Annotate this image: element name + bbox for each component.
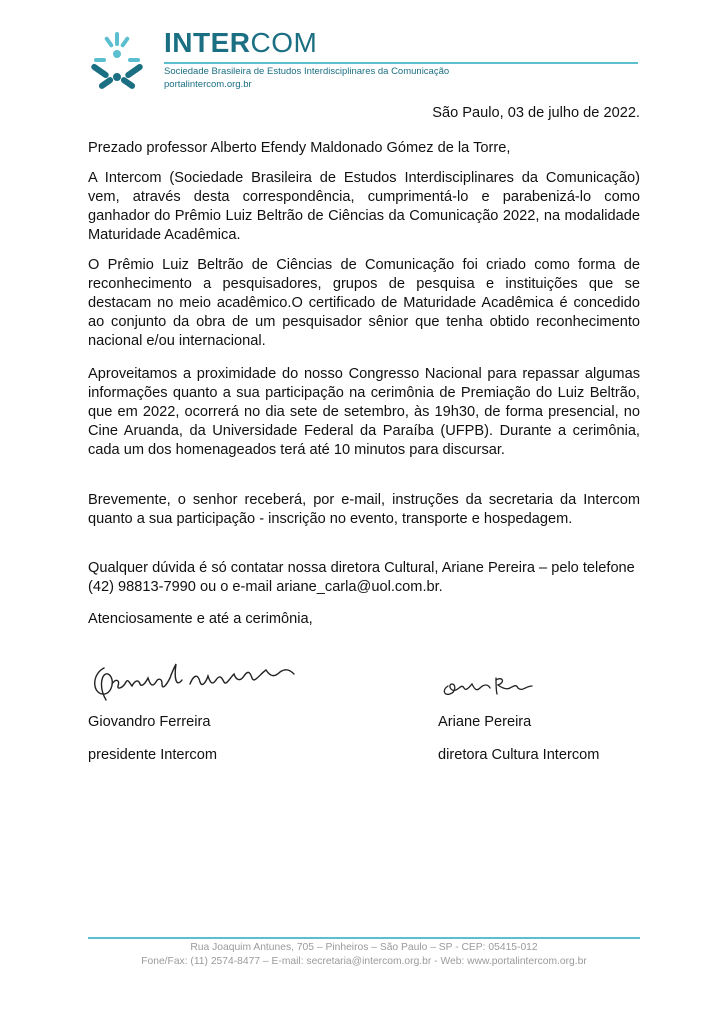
footer-divider: [88, 937, 640, 939]
signature-giovandro: [90, 648, 300, 704]
closing: Atenciosamente e até a cerimônia,: [88, 611, 313, 627]
paragraph-1: A Intercom (Sociedade Brasileira de Estudos Interdisciplinares da Comunicação) vem, através desta correspondência, cumprimentá-lo e parabenizá-lo como ganhador do Prêmio Luiz Beltrão de Ciências da Comunicação 2022, na modalidade Maturidade Acadêmica.: [88, 170, 640, 243]
signer-1-title: presidente Intercom: [88, 747, 217, 763]
paragraph-4: Brevemente, o senhor receberá, por e-mail, instruções da secretaria da Intercom quanto a sua participação - inscrição no evento, transporte e hospedagem.: [88, 492, 640, 527]
brand-name-light: COM: [250, 27, 318, 58]
salutation: Prezado professor Alberto Efendy Maldonado Gómez de la Torre,: [88, 140, 511, 156]
footer-contact: Fone/Fax: (11) 2574-8477 – E-mail: secretaria@intercom.org.br - Web: www.portalintercom.org.br: [141, 956, 587, 967]
signer-2-name: Ariane Pereira: [438, 714, 532, 730]
paragraph-5: Qualquer dúvida é só contatar nossa diretora Cultural, Ariane Pereira – pelo telefone (42) 98813-7990 ou o e-mail ariane_carla@uol.com.br.: [88, 560, 635, 595]
brand-url: portalintercom.org.br: [164, 79, 252, 90]
letter-date: São Paulo, 03 de julho de 2022.: [432, 105, 640, 121]
header-divider: [164, 62, 638, 64]
footer-address: Rua Joaquim Antunes, 705 – Pinheiros – São Paulo – SP - CEP: 05415-012: [190, 942, 538, 953]
signer-1-name: Giovandro Ferreira: [88, 714, 211, 730]
paragraph-2: O Prêmio Luiz Beltrão de Ciências de Comunicação foi criado como forma de reconhecimento a pesquisadores, grupos de pesquisa e instituições que se destacam no meio acadêmico.O certificado de Maturidade Acadêmica é concedido ao conjunto da obra de um pesquisador sênior que tenha obtido reconhecimento nacional e/ou internacional.: [88, 257, 640, 349]
brand-name-bold: INTER: [164, 27, 251, 58]
signer-2-title: diretora Cultura Intercom: [438, 747, 600, 763]
brand-name: [164, 28, 317, 58]
signature-ariane: [440, 672, 540, 698]
paragraph-3: Aproveitamos a proximidade do nosso Congresso Nacional para repassar algumas informações quanto a sua participação na cerimônia de Premiação do Luiz Beltrão, que em 2022, ocorrerá no dia sete de setembro, às 19h30, de forma presencial, no Cine Aruanda, da Universidade Federal da Paraíba (UFPB). Durante a cerimônia, cada um dos homenageados terá até 10 minutos para discursar.: [88, 366, 640, 458]
brand-subtitle: Sociedade Brasileira de Estudos Interdisciplinares da Comunicação: [164, 66, 450, 77]
